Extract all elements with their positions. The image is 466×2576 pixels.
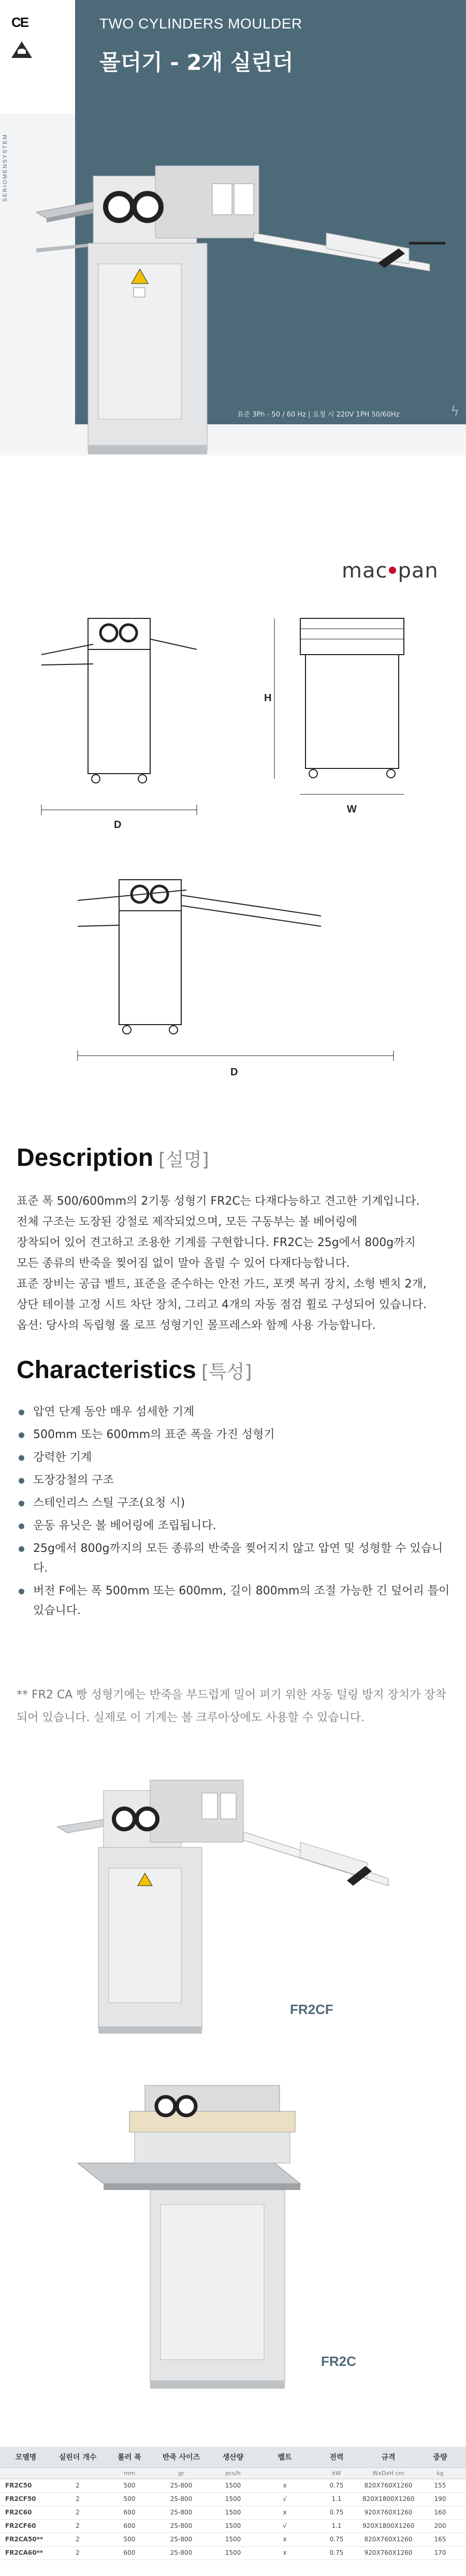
table-cell: 920X760X1260 <box>362 2506 414 2519</box>
table-cell: 500 <box>104 2479 155 2492</box>
table-cell: 1500 <box>207 2533 259 2546</box>
table-cell: 820X760X1260 <box>362 2533 414 2546</box>
description-paragraph: 전체 구조는 도장된 강철로 제작되었으며, 모든 구동부는 볼 베어링에 <box>17 1216 357 1228</box>
table-cell: 1.1 <box>311 2519 362 2533</box>
vertical-brand-text: SERIOMENSYSTEM <box>2 134 8 202</box>
table-cell: 25-800 <box>155 2533 207 2546</box>
description-paragraph: 표준 폭 500/600mm의 2기통 성형기 FR2C는 다재다능하고 견고한 기계입니다. <box>17 1195 420 1208</box>
table-header: 실린더 개수 <box>52 2447 104 2467</box>
table-cell: 160 <box>414 2506 466 2519</box>
table-cell: FR2C50 <box>0 2479 52 2492</box>
side-width-label: W <box>347 804 357 815</box>
table-cell: FR2CA50** <box>0 2533 52 2546</box>
description-heading-ko: [설명] <box>158 1149 209 1171</box>
characteristics-heading <box>17 1356 252 1384</box>
table-cell: 0.75 <box>311 2479 362 2492</box>
side-height-label: H <box>264 692 272 704</box>
table-cell: 820X1800X1260 <box>362 2492 414 2506</box>
table-cell: x <box>259 2546 311 2559</box>
bullet-icon <box>19 1501 24 1506</box>
table-header: 반죽 사이즈 <box>155 2447 207 2467</box>
logo-right: pan <box>398 559 439 583</box>
table-header-row <box>0 2447 466 2467</box>
photo-label-fr2cf: FR2CF <box>290 2002 333 2017</box>
ce-mark-icon: CE <box>11 14 28 30</box>
hero-subtitle: TWO CYLINDERS MOULDER <box>99 16 302 32</box>
description-paragraph: 모든 종류의 반죽을 찢어짐 없이 말아 올릴 수 있어 다재다능합니다. <box>17 1257 350 1270</box>
bullet-icon <box>19 1432 24 1438</box>
description-heading-en: Description <box>17 1144 154 1172</box>
bullet-icon <box>19 1589 24 1594</box>
table-row <box>0 2533 466 2546</box>
table-cell: 2 <box>52 2479 104 2492</box>
table-cell: x <box>259 2506 311 2519</box>
table-header: 벨트 <box>259 2447 311 2467</box>
table-cell: √ <box>259 2519 311 2533</box>
lightning-bolt-icon: ϟ <box>450 404 460 419</box>
spec-table <box>0 2447 466 2560</box>
table-header: 생산량 <box>207 2447 259 2467</box>
table-cell: FR2CF60 <box>0 2519 52 2533</box>
table-cell: 2 <box>52 2546 104 2559</box>
side-view-drawing <box>254 608 450 846</box>
table-cell: 1500 <box>207 2519 259 2533</box>
table-cell: 25-800 <box>155 2506 207 2519</box>
bullet-icon <box>19 1478 24 1484</box>
table-cell: 0.75 <box>311 2546 362 2559</box>
description-paragraph: 장착되어 있어 견고하고 조용한 기계를 구현합니다. FR2C는 25g에서 800g까지 <box>17 1236 416 1249</box>
table-units-row: mm gr pcs/h kW WxDxH cm kg <box>0 2467 466 2479</box>
product-photo-fr2cf <box>57 1770 409 2039</box>
list-item: 500mm 또는 600mm의 표준 폭을 가진 성형기 <box>17 1425 452 1445</box>
table-cell: 1500 <box>207 2506 259 2519</box>
table-cell: 155 <box>414 2479 466 2492</box>
list-item: 버전 F에는 폭 500mm 또는 600mm, 길이 800mm의 조절 가능한 긴 덮어리 틀이 있습니다. <box>17 1581 452 1621</box>
table-cell: 920X760X1260 <box>362 2546 414 2559</box>
table-cell: FR2C60 <box>0 2506 52 2519</box>
table-cell: 0.75 <box>311 2506 362 2519</box>
list-item: 도장강철의 구조 <box>17 1471 452 1490</box>
list-item: 25g에서 800g까지의 모든 종류의 반죽을 찢어지지 않고 압연 및 성형할 수 있습니다. <box>17 1539 452 1578</box>
table-cell: 0.75 <box>311 2533 362 2546</box>
list-item: 스테인리스 스틸 구조(요청 시) <box>17 1493 452 1513</box>
table-row <box>0 2479 466 2492</box>
table-row <box>0 2506 466 2519</box>
bullet-icon <box>19 1546 24 1552</box>
table-cell: 2 <box>52 2519 104 2533</box>
table-row <box>0 2546 466 2559</box>
table-header: 전력 <box>311 2447 362 2467</box>
table-cell: 25-800 <box>155 2479 207 2492</box>
power-spec-line: 표준 3Ph - 50 / 60 Hz | 요청 시 220V 1PH 50/60Hz <box>237 411 400 419</box>
description-paragraph: 표준 장비는 공급 벨트, 표준을 준수하는 안전 가드, 포켓 복귀 장치, 소형 벤치 2개, <box>17 1278 427 1291</box>
table-cell: 170 <box>414 2546 466 2559</box>
table-cell: 500 <box>104 2533 155 2546</box>
product-photo-fr2c <box>57 2075 409 2396</box>
table-cell: 25-800 <box>155 2546 207 2559</box>
list-item: 운동 유닛은 볼 베어링에 조립됩니다. <box>17 1516 452 1536</box>
photo-label-fr2c: FR2C <box>321 2353 356 2369</box>
bullet-icon <box>19 1455 24 1461</box>
table-cell: FR2CF50 <box>0 2492 52 2506</box>
table-cell: 1.1 <box>311 2492 362 2506</box>
table-cell: 1500 <box>207 2479 259 2492</box>
logo-dot-icon <box>389 567 396 574</box>
table-cell: FR2CA60** <box>0 2546 52 2559</box>
description-heading <box>17 1144 209 1172</box>
characteristics-list <box>17 1402 452 1624</box>
description-paragraph: 옵션: 당사의 독립형 롤 로프 성형기인 몰프레스와 함께 사용 가능합니다. <box>17 1319 376 1332</box>
bullet-icon <box>19 1523 24 1529</box>
table-cell: 1500 <box>207 2546 259 2559</box>
table-cell: 820X760X1260 <box>362 2479 414 2492</box>
table-header: 중량 <box>414 2447 466 2467</box>
footnote: ** FR2 CA 빵 성형기에는 반죽을 부드럽게 밀어 펴기 위한 자동 털링 방지 장치가 장착되어 있습니다. 실제로 이 기계는 볼 크루아상에도 사용할 수 있습니다. <box>17 1689 446 1724</box>
characteristics-heading-ko: [특성] <box>201 1361 252 1383</box>
table-cell: √ <box>259 2492 311 2506</box>
table-cell: 2 <box>52 2533 104 2546</box>
characteristics-heading-en: Characteristics <box>17 1356 196 1384</box>
table-body <box>0 2479 466 2559</box>
table-row <box>0 2492 466 2506</box>
description-paragraph: 상단 테이블 고정 시트 차단 장치, 그리고 4개의 자동 점검 휠로 구성되어 있습니다. <box>17 1298 427 1311</box>
table-header: 롤러 폭 <box>104 2447 155 2467</box>
table-cell: 25-800 <box>155 2519 207 2533</box>
front-width-label: D <box>114 819 122 831</box>
table-cell: 2 <box>52 2506 104 2519</box>
extended-view-drawing <box>31 859 435 1087</box>
warning-triangle-icon <box>11 41 32 58</box>
table-cell: x <box>259 2533 311 2546</box>
table-cell: 25-800 <box>155 2492 207 2506</box>
table-row <box>0 2519 466 2533</box>
table-cell: 600 <box>104 2506 155 2519</box>
table-cell: 190 <box>414 2492 466 2506</box>
certification-bar <box>0 0 75 114</box>
table-cell: 1500 <box>207 2492 259 2506</box>
table-header: 규격 <box>362 2447 414 2467</box>
table-cell: 920X1800X1260 <box>362 2519 414 2533</box>
table-header: 모델명 <box>0 2447 52 2467</box>
brand-logo <box>342 559 439 583</box>
list-item: 압연 단계 동안 매우 섬세한 기계 <box>17 1402 452 1422</box>
logo-left: mac <box>342 559 388 583</box>
hero-title: 몰더기 - 2개 실린더 <box>99 50 294 75</box>
hero-section <box>0 0 466 455</box>
bullet-icon <box>19 1410 24 1415</box>
table-cell: 600 <box>104 2546 155 2559</box>
table-cell: 165 <box>414 2533 466 2546</box>
top-width-label: D <box>230 1067 238 1078</box>
table-cell: 200 <box>414 2519 466 2533</box>
front-view-drawing <box>31 608 238 846</box>
description-body <box>17 1191 452 1336</box>
table-cell: 500 <box>104 2492 155 2506</box>
table-cell: 2 <box>52 2492 104 2506</box>
table-cell: 600 <box>104 2519 155 2533</box>
list-item: 강력한 기계 <box>17 1448 452 1468</box>
table-cell: x <box>259 2479 311 2492</box>
